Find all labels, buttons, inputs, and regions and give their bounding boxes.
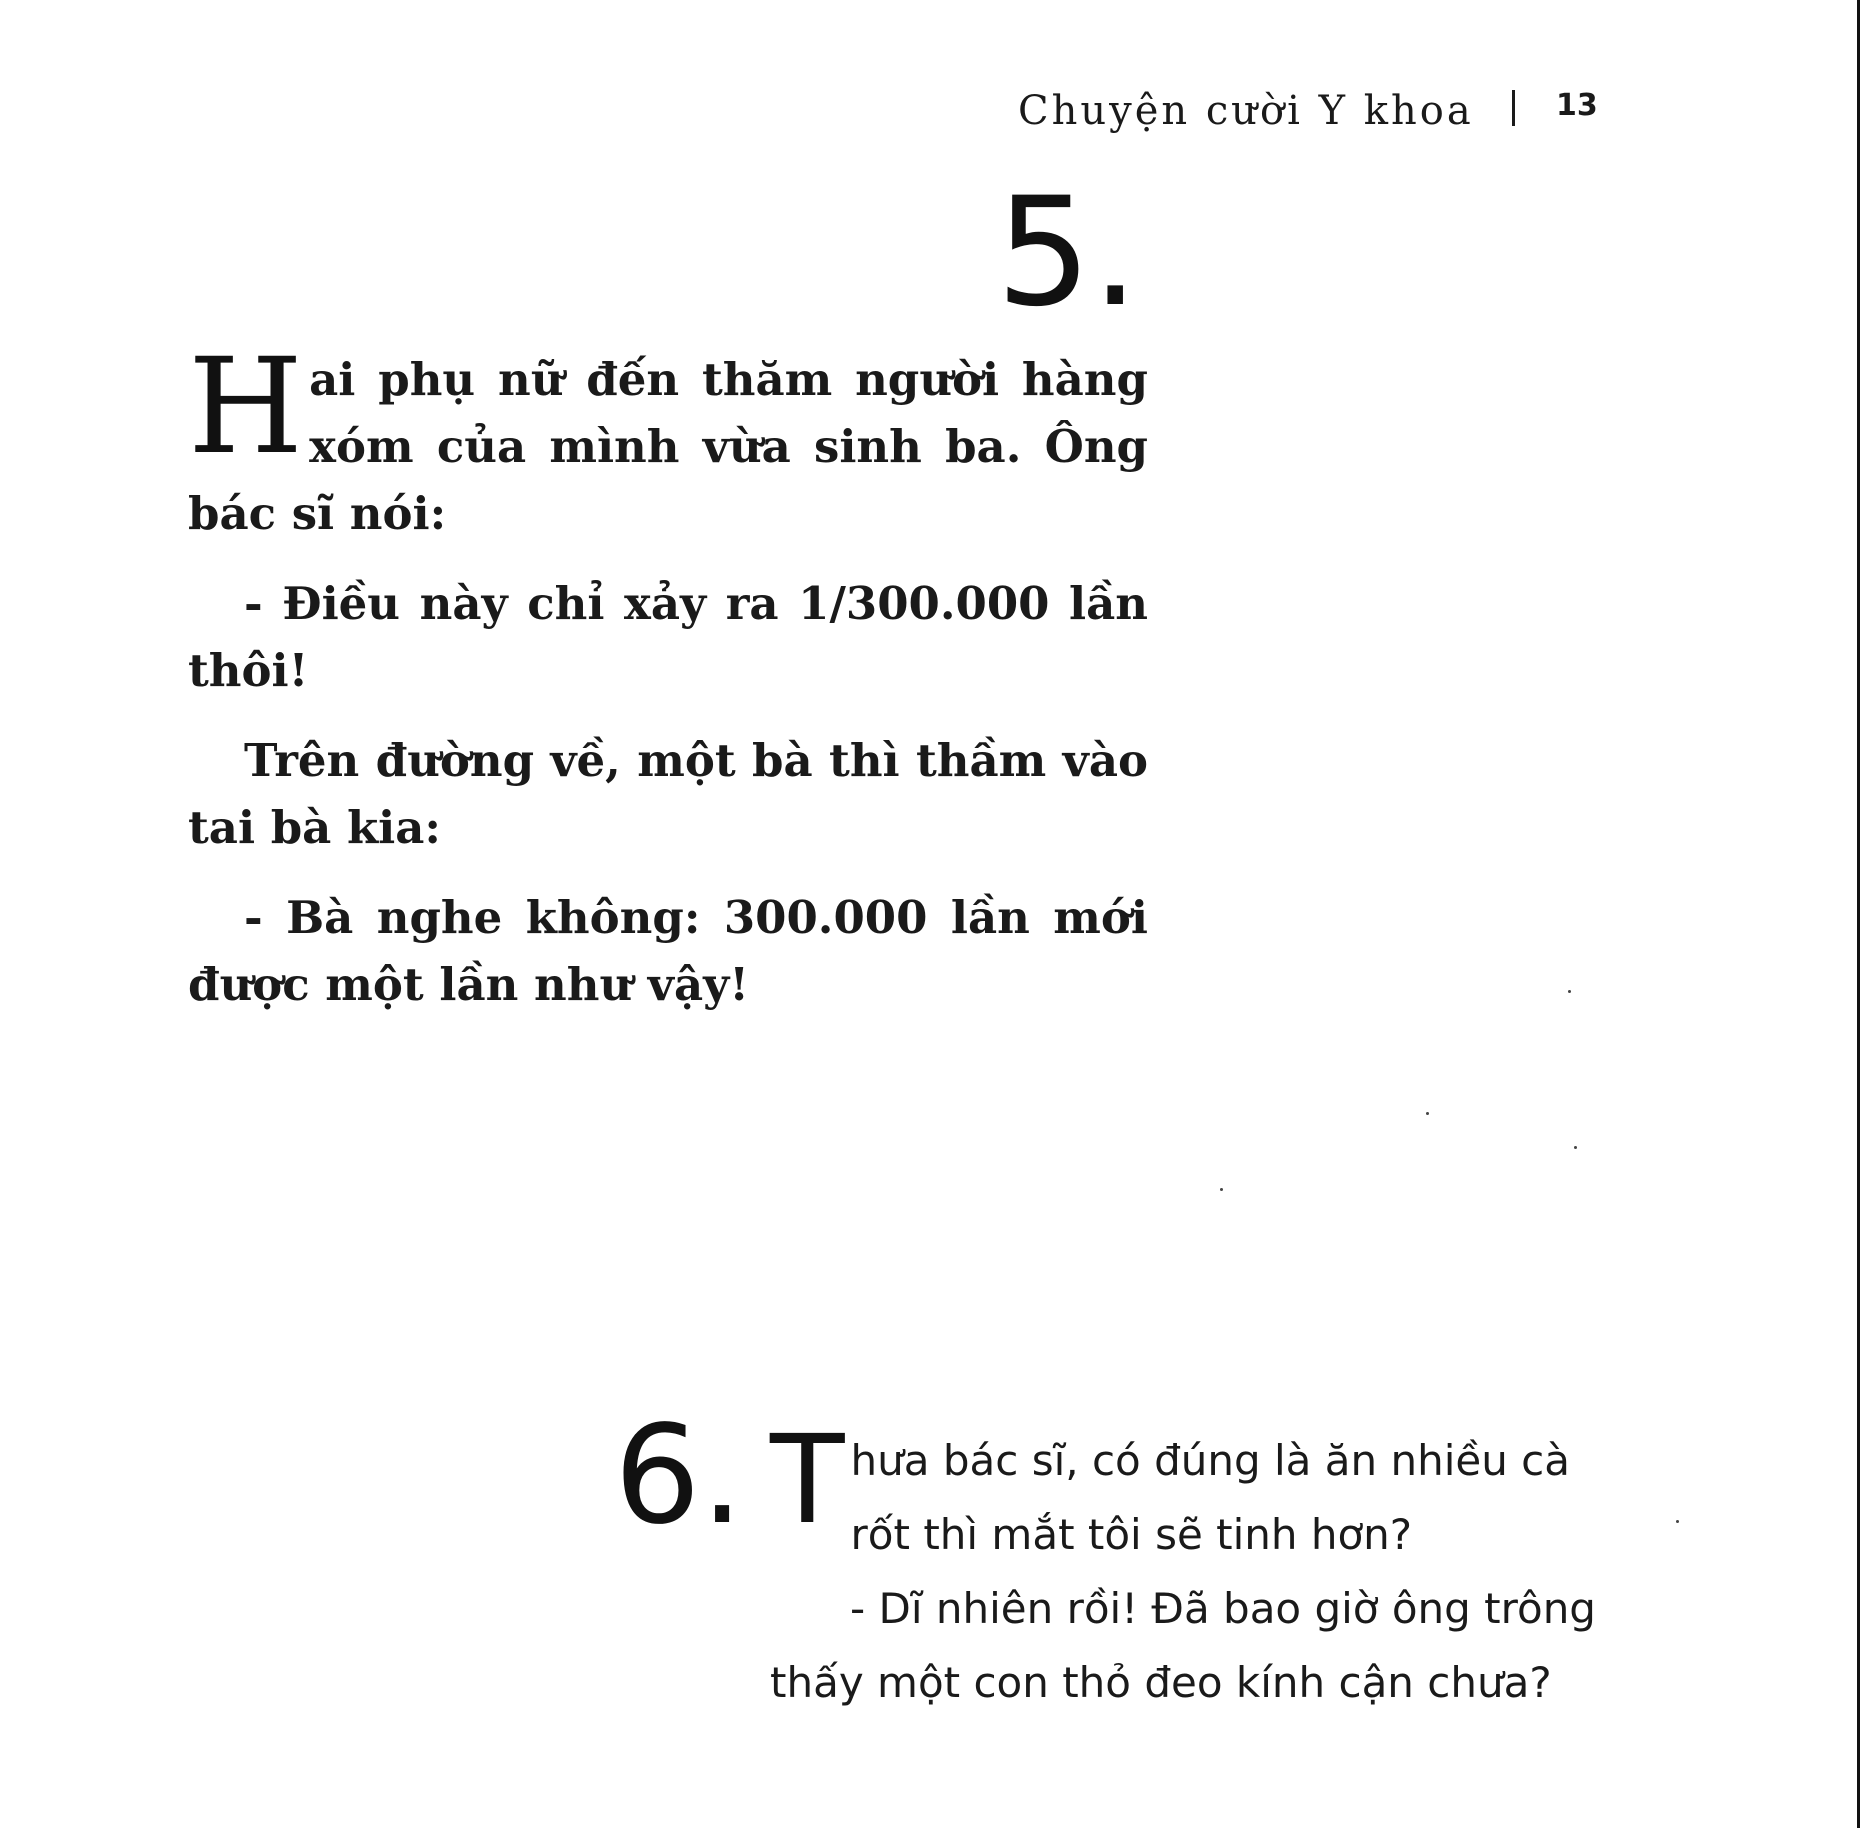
joke-6-number: 6. bbox=[614, 1397, 744, 1555]
joke-5-text bbox=[188, 330, 1148, 1018]
running-header-title: Chuyện cười Y khoa bbox=[1018, 88, 1474, 134]
joke-6-paragraph-1 bbox=[770, 1409, 1630, 1572]
joke-5-number: 5. bbox=[996, 166, 1140, 340]
joke-6-dropcap: T bbox=[770, 1409, 845, 1551]
joke-5-dropcap: H bbox=[188, 330, 304, 484]
joke-5-paragraph-4: - Bà nghe không: 300.000 lần mới được một lần như vậy! bbox=[188, 891, 1148, 1011]
joke-5-paragraph-1 bbox=[188, 330, 1148, 547]
joke-5-paragraph-2: - Điều này chỉ xảy ra 1/300.000 lần thôi! bbox=[188, 577, 1148, 697]
joke-6-text bbox=[770, 1409, 1630, 1720]
header-divider bbox=[1512, 90, 1515, 126]
scan-speck bbox=[1426, 1112, 1429, 1115]
scan-speck bbox=[1676, 1520, 1679, 1523]
scan-speck bbox=[1220, 1188, 1223, 1191]
joke-6-paragraph-1-text: hưa bác sĩ, có đúng là ăn nhiều cà rốt thì mắt tôi sẽ tinh hơn? bbox=[850, 1436, 1571, 1559]
joke-5-paragraph-3: Trên đường về, một bà thì thầm vào tai bà kia: bbox=[188, 734, 1148, 854]
joke-6-paragraph-2: - Dĩ nhiên rồi! Đã bao giờ ông trông thấy một con thỏ đeo kính cận chưa? bbox=[770, 1584, 1596, 1707]
scan-speck bbox=[1568, 990, 1571, 993]
page-number: 13 bbox=[1556, 88, 1598, 123]
scan-speck bbox=[1574, 1146, 1577, 1149]
joke-5-paragraph-1-text: ai phụ nữ đến thăm người hàng xóm của mình vừa sinh ba. Ông bác sĩ nói: bbox=[188, 353, 1148, 540]
